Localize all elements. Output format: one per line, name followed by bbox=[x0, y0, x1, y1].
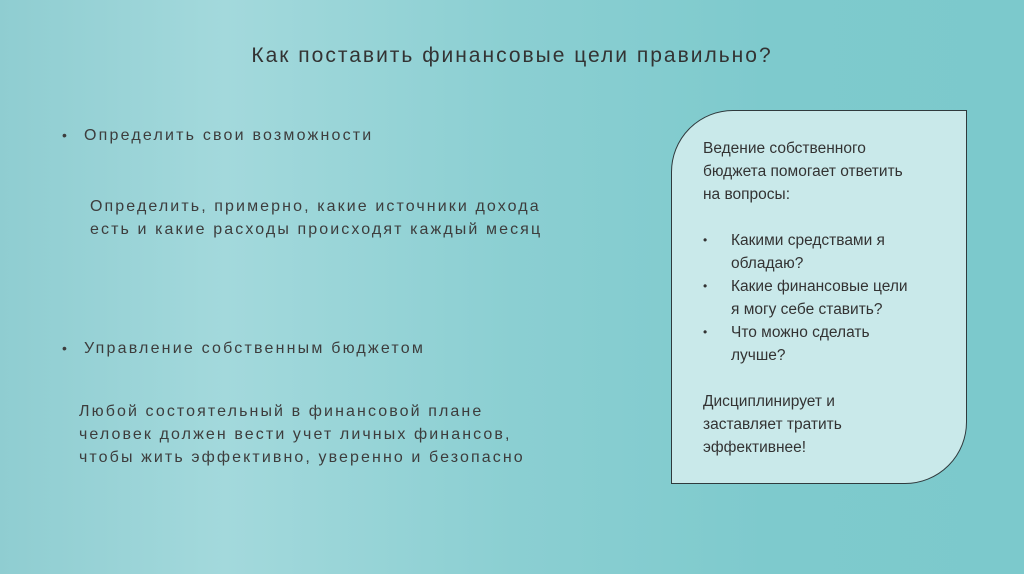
card-intro-line: на вопросы: bbox=[703, 186, 790, 203]
question-text bbox=[731, 275, 908, 321]
question-line: Какие финансовые цели bbox=[731, 278, 908, 295]
question-item bbox=[703, 275, 946, 321]
body-line: Определить, примерно, какие источники дохода bbox=[90, 198, 541, 215]
body-line: чтобы жить эффективно, уверенно и безопасно bbox=[79, 449, 525, 466]
card-intro-line: бюджета помогает ответить bbox=[703, 163, 903, 180]
section-heading-text: Управление собственным бюджетом bbox=[84, 340, 426, 357]
bullet-marker: • bbox=[703, 325, 708, 339]
question-text bbox=[731, 229, 885, 275]
question-item bbox=[703, 321, 946, 367]
question-item bbox=[703, 229, 946, 275]
question-line: я могу себе ставить? bbox=[731, 301, 883, 318]
question-line: Какими средствами я bbox=[731, 232, 885, 249]
spacer bbox=[703, 367, 946, 390]
budget-info-card bbox=[671, 110, 967, 484]
body-line: человек должен вести учет личных финансов, bbox=[79, 426, 512, 443]
bullet-marker: • bbox=[62, 340, 67, 356]
card-outro-line: эффективнее! bbox=[703, 439, 807, 456]
question-text bbox=[731, 321, 870, 367]
card-outro-line: Дисциплинирует и bbox=[703, 393, 835, 410]
question-line: Что можно сделать bbox=[731, 324, 870, 341]
question-line: лучше? bbox=[731, 347, 786, 364]
body-line: Любой состоятельный в финансовой плане bbox=[79, 403, 484, 420]
body-line: есть и какие расходы происходят каждый месяц bbox=[90, 221, 543, 238]
section-body-2 bbox=[79, 400, 525, 469]
section-heading-2 bbox=[62, 340, 425, 358]
bullet-marker: • bbox=[703, 233, 708, 247]
section-heading-1 bbox=[62, 127, 373, 145]
question-line: обладаю? bbox=[731, 255, 804, 272]
bullet-marker: • bbox=[62, 127, 67, 143]
slide-title: Как поставить финансовые цели правильно? bbox=[251, 44, 773, 67]
spacer bbox=[703, 206, 946, 229]
bullet-marker: • bbox=[703, 279, 708, 293]
section-heading-text: Определить свои возможности bbox=[84, 127, 374, 144]
card-outro-line: заставляет тратить bbox=[703, 416, 842, 433]
card-intro-line: Ведение собственного bbox=[703, 140, 866, 157]
section-body-1 bbox=[90, 195, 542, 241]
